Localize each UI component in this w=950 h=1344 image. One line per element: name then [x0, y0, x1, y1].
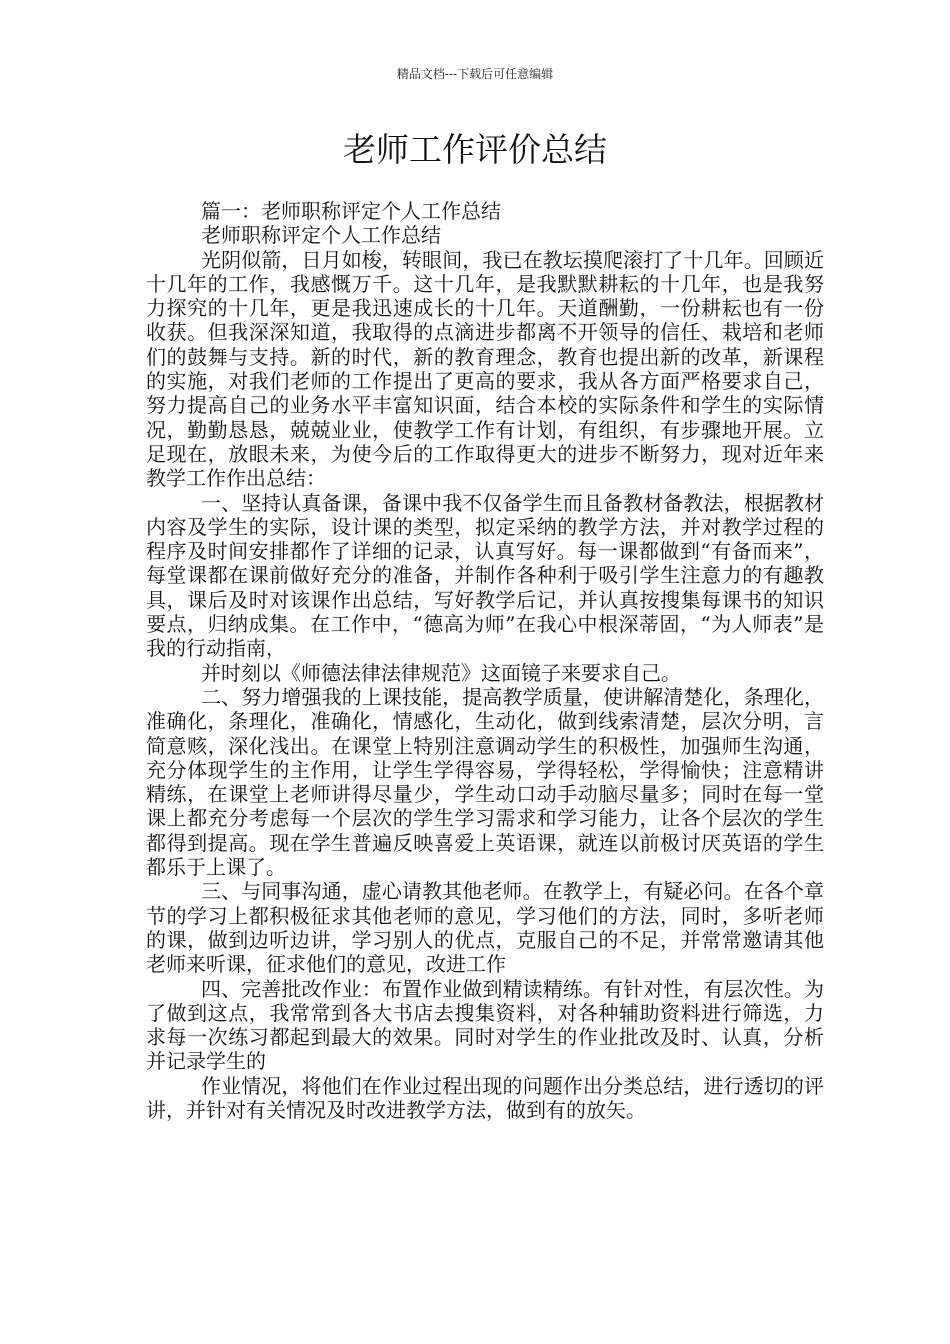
paragraph-point-3: 三、与同事沟通，虚心请教其他老师。在教学上，有疑必问。在各个章节的学习上都积极征求其他老师的意见，学习他们的方法，同时，多听老师的课，做到边听边讲，学习别人的优点，克服自己的不足，并常常邀请其他老师来听课，征求他们的意见，改进工作 [146, 879, 824, 977]
page-header-note: 精品文档---下载后可任意编辑 [396, 67, 554, 81]
paragraph-point-2: 二、努力增强我的上课技能，提高教学质量，使讲解清楚化，条理化，准确化，条理化，准确化，情感化，生动化，做到线索清楚，层次分明，言简意赅，深化浅出。在课堂上特别注意调动学生的积极性，加强师生沟通，充分体现学生的主作用，让学生学得容易，学得轻松，学得愉快；注意精讲精练，在课堂上老师讲得尽量少，学生动口动手动脑尽量多；同时在每一堂课上都充分考虑每一个层次的学生学习需求和学习能力，让各个层次的学生都得到提高。现在学生普遍反映喜爱上英语课，就连以前极讨厌英语的学生都乐于上课了。 [146, 684, 824, 880]
paragraph-point-4: 四、完善批改作业：布置作业做到精读精练。有针对性，有层次性。为了做到这点，我常常到各大书店去搜集资料，对各种辅助资料进行筛选，力求每一次练习都起到最大的效果。同时对学生的作业批改及时、认真，分析并记录学生的 [146, 976, 824, 1074]
paragraph-point-4-cont: 作业情况，将他们在作业过程出现的问题作出分类总结，进行透切的评讲，并针对有关情况及时改进教学方法，做到有的放矢。 [146, 1073, 824, 1122]
section-heading: 篇一：老师职称评定个人工作总结 [201, 199, 501, 223]
document-body [146, 199, 824, 1122]
paragraph-point-1-cont: 并时刻以《师德法律法律规范》这面镜子来要求自己。 [201, 660, 681, 685]
paragraph-intro: 光阴似箭，日月如梭，转眼间，我已在教坛摸爬滚打了十几年。回顾近十几年的工作，我感慨万千。这十几年，是我默默耕耘的十几年，也是我努力探究的十几年，更是我迅速成长的十几年。天道酬勤，一份耕耘也有一份收获。但我深深知道，我取得的点滴进步都离不开领导的信任、栽培和老师们的鼓舞与支持。新的时代，新的教育理念，教育也提出新的改革，新课程的实施，对我们老师的工作提出了更高的要求，我从各方面严格要求自己，努力提高自己的业务水平丰富知识面，结合本校的实际条件和学生的实际情况，勤勤恳恳，兢兢业业，使教学工作有计划，有组织，有步骤地开展。立足现在，放眼未来，为使今后的工作取得更大的进步不断努力，现对近年来教学工作作出总结： [146, 247, 824, 491]
paragraph-point-1: 一、坚持认真备课，备课中我不仅备学生而且备教材备教法，根据教材内容及学生的实际，设计课的类型，拟定采纳的教学方法，并对教学过程的程序及时间安排都作了详细的记录，认真写好。每一课都做到“有备而来”，每堂课都在课前做好充分的准备，并制作各种利于吸引学生注意力的有趣教具，课后及时对该课作出总结，写好教学后记，并认真按搜集每课书的知识要点，归纳成集。在工作中，“德高为师”在我心中根深蒂固，“为人师表”是我的行动指南， [146, 490, 824, 661]
document-title: 老师工作评价总结 [343, 130, 607, 169]
article-title: 老师职称评定个人工作总结 [201, 223, 441, 248]
